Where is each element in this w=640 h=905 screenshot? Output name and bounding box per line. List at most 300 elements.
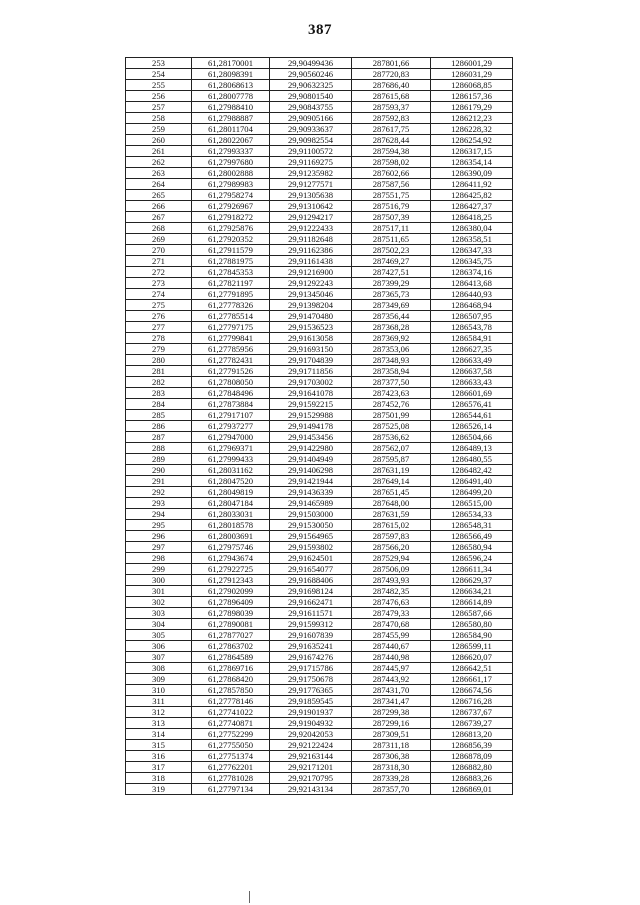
point-number-cell: 274 xyxy=(126,289,192,300)
latitude-cell: 61,28098391 xyxy=(192,69,270,80)
longitude-cell: 29,91703002 xyxy=(270,377,352,388)
point-number-cell: 309 xyxy=(126,674,192,685)
table-row xyxy=(126,421,513,432)
latitude-cell: 61,28047184 xyxy=(192,498,270,509)
x-coordinate-cell: 287443,92 xyxy=(352,674,431,685)
longitude-cell: 29,90933637 xyxy=(270,124,352,135)
y-coordinate-cell: 1286390,09 xyxy=(431,168,513,179)
longitude-cell: 29,91182648 xyxy=(270,234,352,245)
longitude-cell: 29,90632325 xyxy=(270,80,352,91)
point-number-cell: 303 xyxy=(126,608,192,619)
y-coordinate-cell: 1286627,35 xyxy=(431,344,513,355)
latitude-cell: 61,27999433 xyxy=(192,454,270,465)
latitude-cell: 61,27902099 xyxy=(192,586,270,597)
x-coordinate-cell: 287369,92 xyxy=(352,333,431,344)
latitude-cell: 61,28068613 xyxy=(192,80,270,91)
table-row xyxy=(126,91,513,102)
point-number-cell: 259 xyxy=(126,124,192,135)
y-coordinate-cell: 1286674,56 xyxy=(431,685,513,696)
x-coordinate-cell: 287455,99 xyxy=(352,630,431,641)
longitude-cell: 29,91292243 xyxy=(270,278,352,289)
point-number-cell: 266 xyxy=(126,201,192,212)
latitude-cell: 61,27873884 xyxy=(192,399,270,410)
y-coordinate-cell: 1286637,58 xyxy=(431,366,513,377)
y-coordinate-cell: 1286499,20 xyxy=(431,487,513,498)
longitude-cell: 29,90560246 xyxy=(270,69,352,80)
y-coordinate-cell: 1286212,23 xyxy=(431,113,513,124)
point-number-cell: 277 xyxy=(126,322,192,333)
table-row xyxy=(126,762,513,773)
point-number-cell: 315 xyxy=(126,740,192,751)
point-number-cell: 286 xyxy=(126,421,192,432)
x-coordinate-cell: 287593,37 xyxy=(352,102,431,113)
latitude-cell: 61,27920352 xyxy=(192,234,270,245)
y-coordinate-cell: 1286418,25 xyxy=(431,212,513,223)
longitude-cell: 29,91406298 xyxy=(270,465,352,476)
x-coordinate-cell: 287594,38 xyxy=(352,146,431,157)
table-row xyxy=(126,80,513,91)
table-row xyxy=(126,465,513,476)
y-coordinate-cell: 1286507,95 xyxy=(431,311,513,322)
y-coordinate-cell: 1286544,61 xyxy=(431,410,513,421)
point-number-cell: 314 xyxy=(126,729,192,740)
table-row xyxy=(126,564,513,575)
table-row xyxy=(126,135,513,146)
y-coordinate-cell: 1286380,04 xyxy=(431,223,513,234)
point-number-cell: 317 xyxy=(126,762,192,773)
latitude-cell: 61,27785514 xyxy=(192,311,270,322)
point-number-cell: 316 xyxy=(126,751,192,762)
longitude-cell: 29,91436339 xyxy=(270,487,352,498)
table-row xyxy=(126,685,513,696)
y-coordinate-cell: 1286580,94 xyxy=(431,542,513,553)
longitude-cell: 29,91674276 xyxy=(270,652,352,663)
x-coordinate-cell: 287598,02 xyxy=(352,157,431,168)
x-coordinate-cell: 287356,44 xyxy=(352,311,431,322)
longitude-cell: 29,91404949 xyxy=(270,454,352,465)
y-coordinate-cell: 1286580,80 xyxy=(431,619,513,630)
table-row xyxy=(126,267,513,278)
longitude-cell: 29,91453456 xyxy=(270,432,352,443)
latitude-cell: 61,27778326 xyxy=(192,300,270,311)
y-coordinate-cell: 1286491,40 xyxy=(431,476,513,487)
x-coordinate-cell: 287631,59 xyxy=(352,509,431,520)
y-coordinate-cell: 1286440,93 xyxy=(431,289,513,300)
table-row xyxy=(126,366,513,377)
latitude-cell: 61,27782431 xyxy=(192,355,270,366)
latitude-cell: 61,27848496 xyxy=(192,388,270,399)
longitude-cell: 29,91310642 xyxy=(270,201,352,212)
x-coordinate-cell: 287399,29 xyxy=(352,278,431,289)
point-number-cell: 298 xyxy=(126,553,192,564)
table-row xyxy=(126,531,513,542)
x-coordinate-cell: 287720,83 xyxy=(352,69,431,80)
x-coordinate-cell: 287427,51 xyxy=(352,267,431,278)
y-coordinate-cell: 1286882,80 xyxy=(431,762,513,773)
x-coordinate-cell: 287357,70 xyxy=(352,784,431,795)
y-coordinate-cell: 1286001,29 xyxy=(431,58,513,69)
longitude-cell: 29,91564965 xyxy=(270,531,352,542)
y-coordinate-cell: 1286228,32 xyxy=(431,124,513,135)
point-number-cell: 297 xyxy=(126,542,192,553)
point-number-cell: 257 xyxy=(126,102,192,113)
longitude-cell: 29,91529988 xyxy=(270,410,352,421)
x-coordinate-cell: 287365,73 xyxy=(352,289,431,300)
latitude-cell: 61,27989983 xyxy=(192,179,270,190)
x-coordinate-cell: 287470,68 xyxy=(352,619,431,630)
longitude-cell: 29,91750678 xyxy=(270,674,352,685)
point-number-cell: 289 xyxy=(126,454,192,465)
x-coordinate-cell: 287476,63 xyxy=(352,597,431,608)
y-coordinate-cell: 1286413,68 xyxy=(431,278,513,289)
y-coordinate-cell: 1286534,33 xyxy=(431,509,513,520)
y-coordinate-cell: 1286634,21 xyxy=(431,586,513,597)
latitude-cell: 61,28003691 xyxy=(192,531,270,542)
longitude-cell: 29,90982554 xyxy=(270,135,352,146)
x-coordinate-cell: 287631,19 xyxy=(352,465,431,476)
point-number-cell: 280 xyxy=(126,355,192,366)
longitude-cell: 29,91592215 xyxy=(270,399,352,410)
y-coordinate-cell: 1286883,26 xyxy=(431,773,513,784)
x-coordinate-cell: 287341,47 xyxy=(352,696,431,707)
table-row xyxy=(126,487,513,498)
y-coordinate-cell: 1286869,01 xyxy=(431,784,513,795)
x-coordinate-cell: 287309,51 xyxy=(352,729,431,740)
point-number-cell: 265 xyxy=(126,190,192,201)
point-number-cell: 260 xyxy=(126,135,192,146)
y-coordinate-cell: 1286179,29 xyxy=(431,102,513,113)
point-number-cell: 256 xyxy=(126,91,192,102)
y-coordinate-cell: 1286548,31 xyxy=(431,520,513,531)
table-row xyxy=(126,553,513,564)
point-number-cell: 269 xyxy=(126,234,192,245)
latitude-cell: 61,27918272 xyxy=(192,212,270,223)
latitude-cell: 61,27845353 xyxy=(192,267,270,278)
page-number: 387 xyxy=(308,22,332,38)
x-coordinate-cell: 287339,28 xyxy=(352,773,431,784)
x-coordinate-cell: 287517,11 xyxy=(352,223,431,234)
longitude-cell: 29,91465989 xyxy=(270,498,352,509)
longitude-cell: 29,90801540 xyxy=(270,91,352,102)
x-coordinate-cell: 287502,23 xyxy=(352,245,431,256)
latitude-cell: 61,27925876 xyxy=(192,223,270,234)
y-coordinate-cell: 1286374,16 xyxy=(431,267,513,278)
longitude-cell: 29,91704839 xyxy=(270,355,352,366)
y-coordinate-cell: 1286596,24 xyxy=(431,553,513,564)
latitude-cell: 61,28047520 xyxy=(192,476,270,487)
point-number-cell: 313 xyxy=(126,718,192,729)
point-number-cell: 254 xyxy=(126,69,192,80)
y-coordinate-cell: 1286737,67 xyxy=(431,707,513,718)
longitude-cell: 29,91294217 xyxy=(270,212,352,223)
latitude-cell: 61,28033031 xyxy=(192,509,270,520)
x-coordinate-cell: 287506,09 xyxy=(352,564,431,575)
latitude-cell: 61,27912343 xyxy=(192,575,270,586)
x-coordinate-cell: 287501,99 xyxy=(352,410,431,421)
latitude-cell: 61,27808050 xyxy=(192,377,270,388)
table-row xyxy=(126,399,513,410)
latitude-cell: 61,27988887 xyxy=(192,113,270,124)
y-coordinate-cell: 1286254,92 xyxy=(431,135,513,146)
x-coordinate-cell: 287617,75 xyxy=(352,124,431,135)
table-row xyxy=(126,729,513,740)
longitude-cell: 29,91470480 xyxy=(270,311,352,322)
longitude-cell: 29,91904932 xyxy=(270,718,352,729)
y-coordinate-cell: 1286629,37 xyxy=(431,575,513,586)
point-number-cell: 279 xyxy=(126,344,192,355)
table-row xyxy=(126,322,513,333)
table-row xyxy=(126,223,513,234)
table-row xyxy=(126,476,513,487)
longitude-cell: 29,91599312 xyxy=(270,619,352,630)
point-number-cell: 291 xyxy=(126,476,192,487)
longitude-cell: 29,91100572 xyxy=(270,146,352,157)
y-coordinate-cell: 1286856,39 xyxy=(431,740,513,751)
latitude-cell: 61,27741022 xyxy=(192,707,270,718)
point-number-cell: 284 xyxy=(126,399,192,410)
y-coordinate-cell: 1286599,11 xyxy=(431,641,513,652)
longitude-cell: 29,91421944 xyxy=(270,476,352,487)
table-row xyxy=(126,289,513,300)
longitude-cell: 29,92171201 xyxy=(270,762,352,773)
x-coordinate-cell: 287628,44 xyxy=(352,135,431,146)
table-row xyxy=(126,344,513,355)
y-coordinate-cell: 1286584,91 xyxy=(431,333,513,344)
table-row xyxy=(126,586,513,597)
table-row xyxy=(126,157,513,168)
x-coordinate-cell: 287368,28 xyxy=(352,322,431,333)
x-coordinate-cell: 287318,30 xyxy=(352,762,431,773)
x-coordinate-cell: 287358,94 xyxy=(352,366,431,377)
point-number-cell: 318 xyxy=(126,773,192,784)
point-number-cell: 273 xyxy=(126,278,192,289)
longitude-cell: 29,91494178 xyxy=(270,421,352,432)
latitude-cell: 61,27997680 xyxy=(192,157,270,168)
y-coordinate-cell: 1286358,51 xyxy=(431,234,513,245)
longitude-cell: 29,91398204 xyxy=(270,300,352,311)
table-row xyxy=(126,300,513,311)
latitude-cell: 61,28170001 xyxy=(192,58,270,69)
point-number-cell: 310 xyxy=(126,685,192,696)
table-row xyxy=(126,245,513,256)
longitude-cell: 29,91345046 xyxy=(270,289,352,300)
latitude-cell: 61,27791895 xyxy=(192,289,270,300)
latitude-cell: 61,27762201 xyxy=(192,762,270,773)
x-coordinate-cell: 287469,27 xyxy=(352,256,431,267)
x-coordinate-cell: 287615,02 xyxy=(352,520,431,531)
table-row xyxy=(126,696,513,707)
x-coordinate-cell: 287306,38 xyxy=(352,751,431,762)
table-row xyxy=(126,377,513,388)
longitude-cell: 29,91222433 xyxy=(270,223,352,234)
latitude-cell: 61,27896409 xyxy=(192,597,270,608)
table-row xyxy=(126,58,513,69)
point-number-cell: 290 xyxy=(126,465,192,476)
point-number-cell: 262 xyxy=(126,157,192,168)
table-row xyxy=(126,201,513,212)
table-row xyxy=(126,575,513,586)
point-number-cell: 305 xyxy=(126,630,192,641)
longitude-cell: 29,91776365 xyxy=(270,685,352,696)
y-coordinate-cell: 1286633,43 xyxy=(431,377,513,388)
y-coordinate-cell: 1286347,33 xyxy=(431,245,513,256)
longitude-cell: 29,91607839 xyxy=(270,630,352,641)
x-coordinate-cell: 287452,76 xyxy=(352,399,431,410)
x-coordinate-cell: 287445,97 xyxy=(352,663,431,674)
table-row xyxy=(126,542,513,553)
point-number-cell: 278 xyxy=(126,333,192,344)
y-coordinate-cell: 1286566,49 xyxy=(431,531,513,542)
table-row xyxy=(126,124,513,135)
y-coordinate-cell: 1286611,34 xyxy=(431,564,513,575)
point-number-cell: 308 xyxy=(126,663,192,674)
longitude-cell: 29,91662471 xyxy=(270,597,352,608)
table-row xyxy=(126,674,513,685)
table-row xyxy=(126,751,513,762)
longitude-cell: 29,91530050 xyxy=(270,520,352,531)
x-coordinate-cell: 287511,65 xyxy=(352,234,431,245)
x-coordinate-cell: 287529,94 xyxy=(352,553,431,564)
longitude-cell: 29,90905166 xyxy=(270,113,352,124)
latitude-cell: 61,27791526 xyxy=(192,366,270,377)
coordinates-table xyxy=(125,57,513,795)
longitude-cell: 29,92170795 xyxy=(270,773,352,784)
point-number-cell: 296 xyxy=(126,531,192,542)
latitude-cell: 61,27975746 xyxy=(192,542,270,553)
x-coordinate-cell: 287551,75 xyxy=(352,190,431,201)
point-number-cell: 311 xyxy=(126,696,192,707)
point-number-cell: 272 xyxy=(126,267,192,278)
point-number-cell: 261 xyxy=(126,146,192,157)
table-row xyxy=(126,410,513,421)
longitude-cell: 29,91611571 xyxy=(270,608,352,619)
table-row xyxy=(126,663,513,674)
x-coordinate-cell: 287377,50 xyxy=(352,377,431,388)
table-row xyxy=(126,179,513,190)
y-coordinate-cell: 1286716,28 xyxy=(431,696,513,707)
point-number-cell: 282 xyxy=(126,377,192,388)
y-coordinate-cell: 1286614,89 xyxy=(431,597,513,608)
latitude-cell: 61,27988410 xyxy=(192,102,270,113)
table-row xyxy=(126,509,513,520)
longitude-cell: 29,91277571 xyxy=(270,179,352,190)
latitude-cell: 61,27857850 xyxy=(192,685,270,696)
x-coordinate-cell: 287479,33 xyxy=(352,608,431,619)
x-coordinate-cell: 287648,00 xyxy=(352,498,431,509)
latitude-cell: 61,27868420 xyxy=(192,674,270,685)
y-coordinate-cell: 1286345,75 xyxy=(431,256,513,267)
longitude-cell: 29,91688406 xyxy=(270,575,352,586)
table-row xyxy=(126,454,513,465)
x-coordinate-cell: 287516,79 xyxy=(352,201,431,212)
point-number-cell: 258 xyxy=(126,113,192,124)
table-row xyxy=(126,278,513,289)
latitude-cell: 61,27958274 xyxy=(192,190,270,201)
point-number-cell: 268 xyxy=(126,223,192,234)
y-coordinate-cell: 1286576,41 xyxy=(431,399,513,410)
point-number-cell: 294 xyxy=(126,509,192,520)
x-coordinate-cell: 287311,18 xyxy=(352,740,431,751)
latitude-cell: 61,27947000 xyxy=(192,432,270,443)
table-row xyxy=(126,146,513,157)
point-number-cell: 293 xyxy=(126,498,192,509)
x-coordinate-cell: 287525,08 xyxy=(352,421,431,432)
x-coordinate-cell: 287562,07 xyxy=(352,443,431,454)
longitude-cell: 29,91624501 xyxy=(270,553,352,564)
y-coordinate-cell: 1286480,55 xyxy=(431,454,513,465)
table-row xyxy=(126,113,513,124)
x-coordinate-cell: 287536,62 xyxy=(352,432,431,443)
latitude-cell: 61,27993337 xyxy=(192,146,270,157)
latitude-cell: 61,27869716 xyxy=(192,663,270,674)
point-number-cell: 270 xyxy=(126,245,192,256)
table-row xyxy=(126,597,513,608)
y-coordinate-cell: 1286482,42 xyxy=(431,465,513,476)
longitude-cell: 29,90499436 xyxy=(270,58,352,69)
table-row xyxy=(126,388,513,399)
latitude-cell: 61,27877027 xyxy=(192,630,270,641)
x-coordinate-cell: 287348,93 xyxy=(352,355,431,366)
point-number-cell: 304 xyxy=(126,619,192,630)
y-coordinate-cell: 1286601,69 xyxy=(431,388,513,399)
x-coordinate-cell: 287431,70 xyxy=(352,685,431,696)
longitude-cell: 29,91715786 xyxy=(270,663,352,674)
x-coordinate-cell: 287649,14 xyxy=(352,476,431,487)
y-coordinate-cell: 1286157,36 xyxy=(431,91,513,102)
longitude-cell: 29,91422980 xyxy=(270,443,352,454)
point-number-cell: 319 xyxy=(126,784,192,795)
latitude-cell: 61,28002888 xyxy=(192,168,270,179)
x-coordinate-cell: 287602,66 xyxy=(352,168,431,179)
y-coordinate-cell: 1286739,27 xyxy=(431,718,513,729)
table-row xyxy=(126,740,513,751)
point-number-cell: 267 xyxy=(126,212,192,223)
point-number-cell: 283 xyxy=(126,388,192,399)
longitude-cell: 29,92042053 xyxy=(270,729,352,740)
y-coordinate-cell: 1286878,09 xyxy=(431,751,513,762)
y-coordinate-cell: 1286642,51 xyxy=(431,663,513,674)
point-number-cell: 271 xyxy=(126,256,192,267)
latitude-cell: 61,27937277 xyxy=(192,421,270,432)
x-coordinate-cell: 287482,35 xyxy=(352,586,431,597)
table-row xyxy=(126,212,513,223)
table-row xyxy=(126,102,513,113)
longitude-cell: 29,91305638 xyxy=(270,190,352,201)
longitude-cell: 29,90843755 xyxy=(270,102,352,113)
y-coordinate-cell: 1286411,92 xyxy=(431,179,513,190)
longitude-cell: 29,91235982 xyxy=(270,168,352,179)
table-body xyxy=(126,58,513,795)
longitude-cell: 29,91859545 xyxy=(270,696,352,707)
table-row xyxy=(126,641,513,652)
table-row xyxy=(126,773,513,784)
latitude-cell: 61,27890081 xyxy=(192,619,270,630)
point-number-cell: 276 xyxy=(126,311,192,322)
latitude-cell: 61,27863702 xyxy=(192,641,270,652)
point-number-cell: 264 xyxy=(126,179,192,190)
x-coordinate-cell: 287299,38 xyxy=(352,707,431,718)
longitude-cell: 29,92143134 xyxy=(270,784,352,795)
x-coordinate-cell: 287349,69 xyxy=(352,300,431,311)
point-number-cell: 281 xyxy=(126,366,192,377)
table-row xyxy=(126,168,513,179)
longitude-cell: 29,91635241 xyxy=(270,641,352,652)
latitude-cell: 61,27917107 xyxy=(192,410,270,421)
longitude-cell: 29,91613058 xyxy=(270,333,352,344)
table-row xyxy=(126,256,513,267)
latitude-cell: 61,27898039 xyxy=(192,608,270,619)
latitude-cell: 61,27821197 xyxy=(192,278,270,289)
